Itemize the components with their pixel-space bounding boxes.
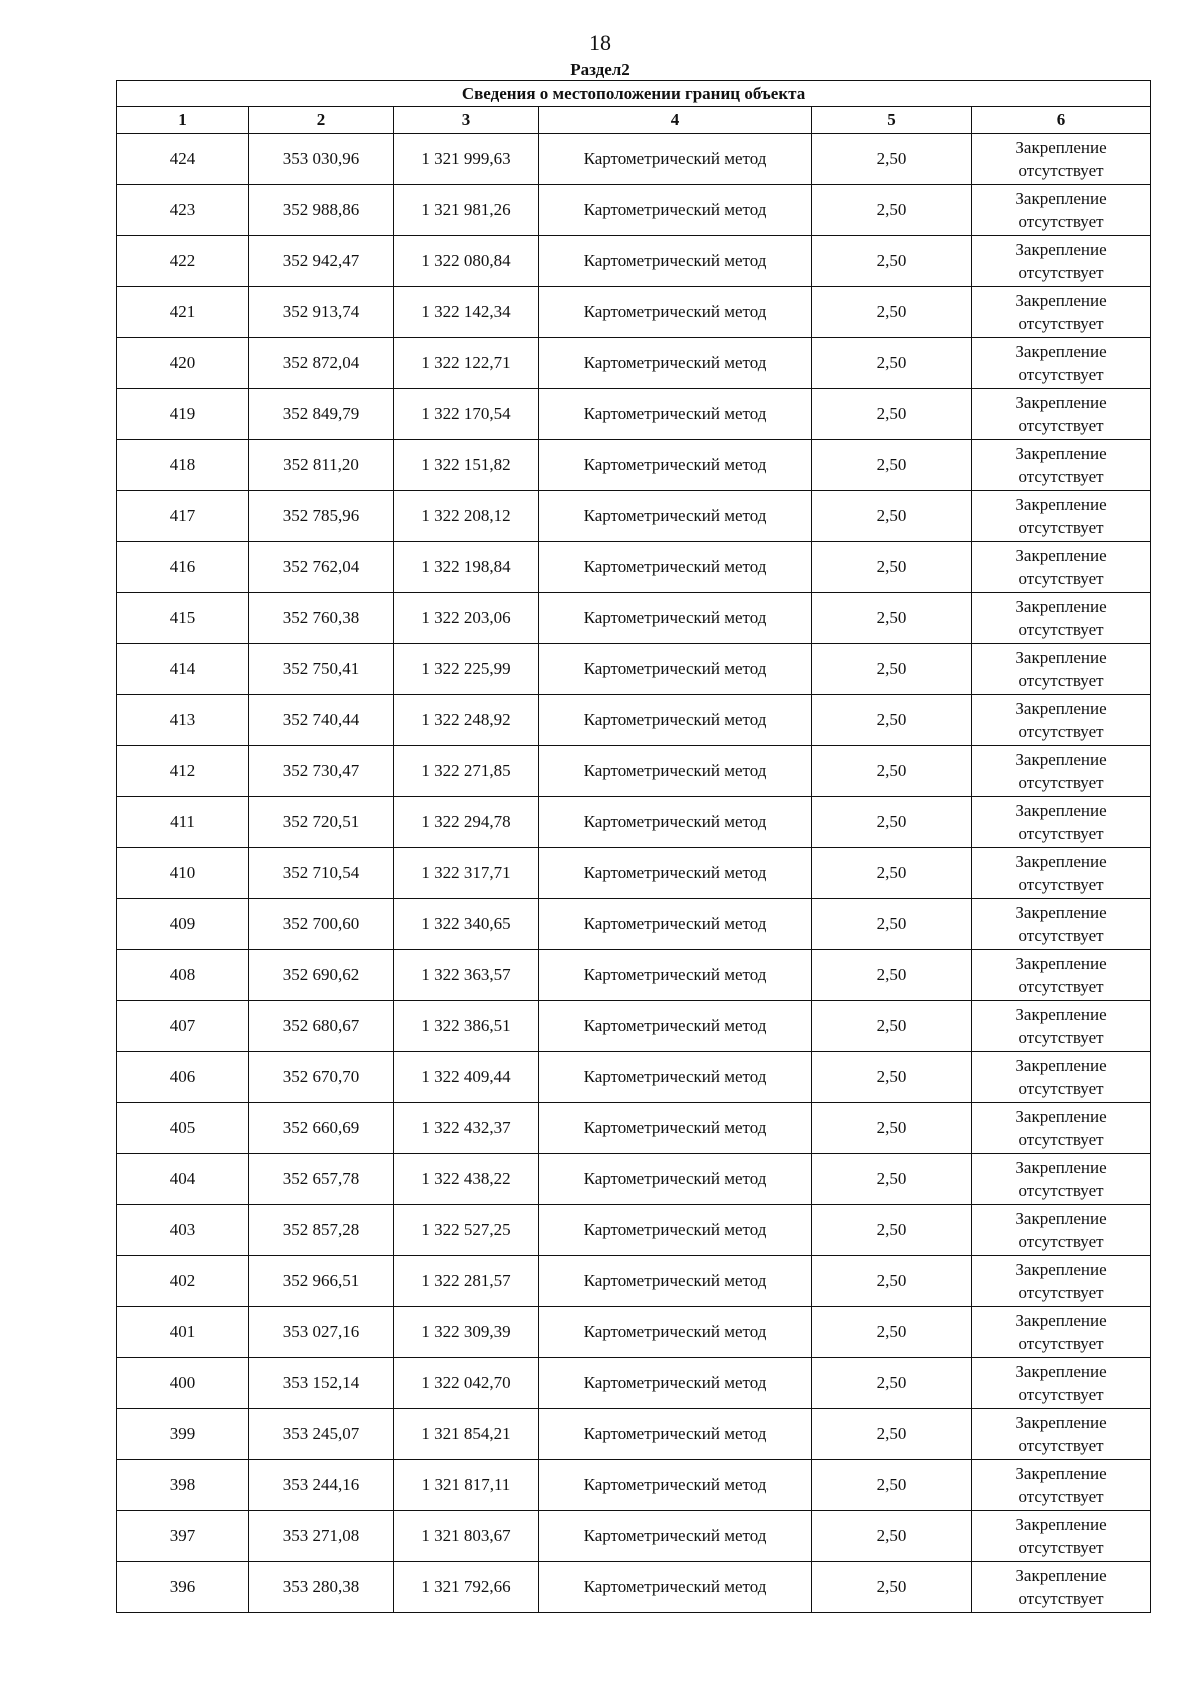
fixation-status-cell	[972, 1358, 1151, 1409]
point-number-cell: 416	[117, 542, 249, 593]
fixation-status-cell	[972, 1256, 1151, 1307]
fixation-status-text: Закрепление	[1015, 189, 1107, 208]
method-cell: Картометрический метод	[539, 1205, 812, 1256]
fixation-status-cell	[972, 287, 1151, 338]
point-number-cell: 421	[117, 287, 249, 338]
accuracy-cell: 2,50	[812, 491, 972, 542]
fixation-status-text: Закрепление	[1015, 1311, 1107, 1330]
point-number-cell: 417	[117, 491, 249, 542]
x-coordinate-cell: 352 750,41	[249, 644, 394, 695]
fixation-status-text: отсутствует	[1018, 467, 1104, 486]
x-coordinate-cell: 353 152,14	[249, 1358, 394, 1409]
method-cell: Картометрический метод	[539, 491, 812, 542]
fixation-status-text: Закрепление	[1015, 1158, 1107, 1177]
y-coordinate-cell: 1 322 281,57	[394, 1256, 539, 1307]
accuracy-cell: 2,50	[812, 389, 972, 440]
accuracy-cell: 2,50	[812, 338, 972, 389]
point-number-cell: 402	[117, 1256, 249, 1307]
fixation-status-text: Закрепление	[1015, 1260, 1107, 1279]
fixation-status-text: Закрепление	[1015, 1107, 1107, 1126]
y-coordinate-cell: 1 322 080,84	[394, 236, 539, 287]
x-coordinate-cell: 353 280,38	[249, 1562, 394, 1613]
point-number-cell: 422	[117, 236, 249, 287]
fixation-status-text: Закрепление	[1015, 495, 1107, 514]
y-coordinate-cell: 1 322 142,34	[394, 287, 539, 338]
accuracy-cell: 2,50	[812, 1256, 972, 1307]
table-row	[117, 185, 1151, 236]
x-coordinate-cell: 352 785,96	[249, 491, 394, 542]
method-cell: Картометрический метод	[539, 1562, 812, 1613]
y-coordinate-cell: 1 322 527,25	[394, 1205, 539, 1256]
header-col-4: 4	[539, 107, 812, 134]
fixation-status-cell	[972, 1103, 1151, 1154]
point-number-cell: 413	[117, 695, 249, 746]
fixation-status-cell	[972, 848, 1151, 899]
accuracy-cell: 2,50	[812, 185, 972, 236]
y-coordinate-cell: 1 322 294,78	[394, 797, 539, 848]
x-coordinate-cell: 352 670,70	[249, 1052, 394, 1103]
fixation-status-cell	[972, 338, 1151, 389]
boundary-table	[116, 80, 1151, 1613]
y-coordinate-cell: 1 322 340,65	[394, 899, 539, 950]
fixation-status-text: отсутствует	[1018, 875, 1104, 894]
fixation-status-cell	[972, 950, 1151, 1001]
table-row	[117, 542, 1151, 593]
y-coordinate-cell: 1 322 271,85	[394, 746, 539, 797]
fixation-status-cell	[972, 1052, 1151, 1103]
table-row	[117, 1256, 1151, 1307]
fixation-status-text: Закрепление	[1015, 393, 1107, 412]
header-col-5: 5	[812, 107, 972, 134]
fixation-status-text: отсутствует	[1018, 314, 1104, 333]
method-cell: Картометрический метод	[539, 1307, 812, 1358]
fixation-status-text: отсутствует	[1018, 1589, 1104, 1608]
fixation-status-text: Закрепление	[1015, 1056, 1107, 1075]
fixation-status-cell	[972, 185, 1151, 236]
point-number-cell: 396	[117, 1562, 249, 1613]
method-cell: Картометрический метод	[539, 440, 812, 491]
y-coordinate-cell: 1 322 309,39	[394, 1307, 539, 1358]
method-cell: Картометрический метод	[539, 1358, 812, 1409]
page-number: 18	[589, 30, 611, 55]
method-cell: Картометрический метод	[539, 185, 812, 236]
table-row	[117, 1103, 1151, 1154]
method-cell: Картометрический метод	[539, 1409, 812, 1460]
accuracy-cell: 2,50	[812, 1001, 972, 1052]
section-title: Раздел2	[570, 60, 630, 79]
accuracy-cell: 2,50	[812, 1358, 972, 1409]
y-coordinate-cell: 1 322 317,71	[394, 848, 539, 899]
method-cell: Картометрический метод	[539, 593, 812, 644]
table-caption-row	[117, 81, 1151, 107]
table-row	[117, 440, 1151, 491]
method-cell: Картометрический метод	[539, 542, 812, 593]
fixation-status-text: отсутствует	[1018, 722, 1104, 741]
y-coordinate-cell: 1 322 208,12	[394, 491, 539, 542]
accuracy-cell: 2,50	[812, 1052, 972, 1103]
point-number-cell: 419	[117, 389, 249, 440]
accuracy-cell: 2,50	[812, 1103, 972, 1154]
accuracy-cell: 2,50	[812, 1562, 972, 1613]
accuracy-cell: 2,50	[812, 1154, 972, 1205]
method-cell: Картометрический метод	[539, 389, 812, 440]
fixation-status-text: Закрепление	[1015, 954, 1107, 973]
fixation-status-text: отсутствует	[1018, 1487, 1104, 1506]
fixation-status-cell	[972, 593, 1151, 644]
table-row	[117, 1562, 1151, 1613]
x-coordinate-cell: 352 680,67	[249, 1001, 394, 1052]
fixation-status-text: отсутствует	[1018, 161, 1104, 180]
table-row	[117, 389, 1151, 440]
y-coordinate-cell: 1 322 198,84	[394, 542, 539, 593]
y-coordinate-cell: 1 321 792,66	[394, 1562, 539, 1613]
table-row	[117, 338, 1151, 389]
table-row	[117, 644, 1151, 695]
point-number-cell: 415	[117, 593, 249, 644]
method-cell: Картометрический метод	[539, 287, 812, 338]
fixation-status-text: Закрепление	[1015, 903, 1107, 922]
x-coordinate-cell: 353 245,07	[249, 1409, 394, 1460]
point-number-cell: 399	[117, 1409, 249, 1460]
point-number-cell: 408	[117, 950, 249, 1001]
fixation-status-text: отсутствует	[1018, 824, 1104, 843]
y-coordinate-cell: 1 322 203,06	[394, 593, 539, 644]
table-row	[117, 1511, 1151, 1562]
x-coordinate-cell: 352 690,62	[249, 950, 394, 1001]
header-col-3: 3	[394, 107, 539, 134]
point-number-cell: 412	[117, 746, 249, 797]
table-row	[117, 1205, 1151, 1256]
header-col-6: 6	[972, 107, 1151, 134]
x-coordinate-cell: 353 030,96	[249, 134, 394, 185]
point-number-cell: 397	[117, 1511, 249, 1562]
method-cell: Картометрический метод	[539, 797, 812, 848]
x-coordinate-cell: 352 988,86	[249, 185, 394, 236]
fixation-status-cell	[972, 1154, 1151, 1205]
x-coordinate-cell: 352 760,38	[249, 593, 394, 644]
fixation-status-text: Закрепление	[1015, 546, 1107, 565]
accuracy-cell: 2,50	[812, 287, 972, 338]
x-coordinate-cell: 352 720,51	[249, 797, 394, 848]
accuracy-cell: 2,50	[812, 1409, 972, 1460]
fixation-status-cell	[972, 695, 1151, 746]
fixation-status-text: Закрепление	[1015, 597, 1107, 616]
method-cell: Картометрический метод	[539, 1154, 812, 1205]
y-coordinate-cell: 1 321 803,67	[394, 1511, 539, 1562]
x-coordinate-cell: 352 966,51	[249, 1256, 394, 1307]
y-coordinate-cell: 1 322 122,71	[394, 338, 539, 389]
method-cell: Картометрический метод	[539, 338, 812, 389]
fixation-status-text: отсутствует	[1018, 1232, 1104, 1251]
accuracy-cell: 2,50	[812, 746, 972, 797]
y-coordinate-cell: 1 322 225,99	[394, 644, 539, 695]
table-row	[117, 287, 1151, 338]
table-row	[117, 1460, 1151, 1511]
fixation-status-text: отсутствует	[1018, 1181, 1104, 1200]
table-header-row	[117, 107, 1151, 134]
y-coordinate-cell: 1 322 438,22	[394, 1154, 539, 1205]
y-coordinate-cell: 1 321 981,26	[394, 185, 539, 236]
fixation-status-text: Закрепление	[1015, 852, 1107, 871]
point-number-cell: 405	[117, 1103, 249, 1154]
fixation-status-text: отсутствует	[1018, 1283, 1104, 1302]
fixation-status-text: отсутствует	[1018, 518, 1104, 537]
point-number-cell: 407	[117, 1001, 249, 1052]
fixation-status-text: отсутствует	[1018, 1028, 1104, 1047]
x-coordinate-cell: 352 849,79	[249, 389, 394, 440]
fixation-status-cell	[972, 1460, 1151, 1511]
accuracy-cell: 2,50	[812, 1205, 972, 1256]
fixation-status-text: отсутствует	[1018, 620, 1104, 639]
y-coordinate-cell: 1 322 409,44	[394, 1052, 539, 1103]
method-cell: Картометрический метод	[539, 848, 812, 899]
fixation-status-cell	[972, 1511, 1151, 1562]
accuracy-cell: 2,50	[812, 695, 972, 746]
fixation-status-cell	[972, 1001, 1151, 1052]
fixation-status-text: Закрепление	[1015, 444, 1107, 463]
fixation-status-cell	[972, 389, 1151, 440]
method-cell: Картометрический метод	[539, 1256, 812, 1307]
method-cell: Картометрический метод	[539, 1052, 812, 1103]
x-coordinate-cell: 353 271,08	[249, 1511, 394, 1562]
fixation-status-cell	[972, 491, 1151, 542]
fixation-status-text: Закрепление	[1015, 1413, 1107, 1432]
x-coordinate-cell: 352 857,28	[249, 1205, 394, 1256]
point-number-cell: 410	[117, 848, 249, 899]
fixation-status-text: Закрепление	[1015, 240, 1107, 259]
fixation-status-text: Закрепление	[1015, 1464, 1107, 1483]
x-coordinate-cell: 352 762,04	[249, 542, 394, 593]
x-coordinate-cell: 353 027,16	[249, 1307, 394, 1358]
fixation-status-text: Закрепление	[1015, 138, 1107, 157]
y-coordinate-cell: 1 322 432,37	[394, 1103, 539, 1154]
fixation-status-cell	[972, 644, 1151, 695]
fixation-status-cell	[972, 797, 1151, 848]
y-coordinate-cell: 1 321 817,11	[394, 1460, 539, 1511]
fixation-status-cell	[972, 1562, 1151, 1613]
accuracy-cell: 2,50	[812, 440, 972, 491]
fixation-status-text: отсутствует	[1018, 1079, 1104, 1098]
y-coordinate-cell: 1 322 363,57	[394, 950, 539, 1001]
fixation-status-text: Закрепление	[1015, 1209, 1107, 1228]
fixation-status-text: отсутствует	[1018, 212, 1104, 231]
fixation-status-text: отсутствует	[1018, 569, 1104, 588]
table-row	[117, 593, 1151, 644]
fixation-status-text: отсутствует	[1018, 1436, 1104, 1455]
fixation-status-cell	[972, 1307, 1151, 1358]
x-coordinate-cell: 352 730,47	[249, 746, 394, 797]
point-number-cell: 406	[117, 1052, 249, 1103]
accuracy-cell: 2,50	[812, 797, 972, 848]
fixation-status-text: отсутствует	[1018, 365, 1104, 384]
accuracy-cell: 2,50	[812, 1307, 972, 1358]
header-col-2: 2	[249, 107, 394, 134]
table-row	[117, 950, 1151, 1001]
x-coordinate-cell: 352 657,78	[249, 1154, 394, 1205]
table-row	[117, 134, 1151, 185]
y-coordinate-cell: 1 322 386,51	[394, 1001, 539, 1052]
fixation-status-text: Закрепление	[1015, 801, 1107, 820]
table-caption: Сведения о местоположении границ объекта	[117, 81, 1151, 107]
y-coordinate-cell: 1 322 151,82	[394, 440, 539, 491]
point-number-cell: 411	[117, 797, 249, 848]
fixation-status-text: отсутствует	[1018, 1130, 1104, 1149]
fixation-status-text: отсутствует	[1018, 263, 1104, 282]
fixation-status-text: Закрепление	[1015, 291, 1107, 310]
method-cell: Картометрический метод	[539, 644, 812, 695]
method-cell: Картометрический метод	[539, 134, 812, 185]
table-row	[117, 797, 1151, 848]
y-coordinate-cell: 1 321 999,63	[394, 134, 539, 185]
accuracy-cell: 2,50	[812, 593, 972, 644]
fixation-status-text: Закрепление	[1015, 648, 1107, 667]
fixation-status-cell	[972, 542, 1151, 593]
table-row	[117, 1052, 1151, 1103]
fixation-status-cell	[972, 440, 1151, 491]
accuracy-cell: 2,50	[812, 1511, 972, 1562]
accuracy-cell: 2,50	[812, 236, 972, 287]
table-row	[117, 848, 1151, 899]
fixation-status-text: отсутствует	[1018, 1334, 1104, 1353]
fixation-status-text: отсутствует	[1018, 773, 1104, 792]
table-row	[117, 746, 1151, 797]
method-cell: Картометрический метод	[539, 695, 812, 746]
x-coordinate-cell: 352 872,04	[249, 338, 394, 389]
fixation-status-cell	[972, 236, 1151, 287]
method-cell: Картометрический метод	[539, 950, 812, 1001]
accuracy-cell: 2,50	[812, 644, 972, 695]
x-coordinate-cell: 352 811,20	[249, 440, 394, 491]
x-coordinate-cell: 352 700,60	[249, 899, 394, 950]
fixation-status-text: Закрепление	[1015, 750, 1107, 769]
table-row	[117, 236, 1151, 287]
accuracy-cell: 2,50	[812, 848, 972, 899]
point-number-cell: 409	[117, 899, 249, 950]
x-coordinate-cell: 353 244,16	[249, 1460, 394, 1511]
table-row	[117, 1307, 1151, 1358]
accuracy-cell: 2,50	[812, 134, 972, 185]
point-number-cell: 404	[117, 1154, 249, 1205]
method-cell: Картометрический метод	[539, 899, 812, 950]
fixation-status-cell	[972, 1409, 1151, 1460]
fixation-status-text: Закрепление	[1015, 342, 1107, 361]
table-row	[117, 1358, 1151, 1409]
fixation-status-cell	[972, 1205, 1151, 1256]
table-row	[117, 695, 1151, 746]
table-row	[117, 899, 1151, 950]
fixation-status-text: отсутствует	[1018, 416, 1104, 435]
table-row	[117, 1409, 1151, 1460]
point-number-cell: 398	[117, 1460, 249, 1511]
x-coordinate-cell: 352 740,44	[249, 695, 394, 746]
fixation-status-text: отсутствует	[1018, 1385, 1104, 1404]
fixation-status-text: отсутствует	[1018, 977, 1104, 996]
point-number-cell: 401	[117, 1307, 249, 1358]
point-number-cell: 420	[117, 338, 249, 389]
table-row	[117, 1001, 1151, 1052]
method-cell: Картометрический метод	[539, 236, 812, 287]
fixation-status-text: отсутствует	[1018, 671, 1104, 690]
fixation-status-text: Закрепление	[1015, 1515, 1107, 1534]
fixation-status-cell	[972, 134, 1151, 185]
point-number-cell: 403	[117, 1205, 249, 1256]
header-col-1: 1	[117, 107, 249, 134]
table-row	[117, 1154, 1151, 1205]
y-coordinate-cell: 1 322 170,54	[394, 389, 539, 440]
fixation-status-text: Закрепление	[1015, 1362, 1107, 1381]
fixation-status-text: отсутствует	[1018, 926, 1104, 945]
fixation-status-cell	[972, 899, 1151, 950]
accuracy-cell: 2,50	[812, 542, 972, 593]
fixation-status-text: Закрепление	[1015, 1566, 1107, 1585]
point-number-cell: 414	[117, 644, 249, 695]
table-row	[117, 491, 1151, 542]
point-number-cell: 423	[117, 185, 249, 236]
y-coordinate-cell: 1 322 042,70	[394, 1358, 539, 1409]
x-coordinate-cell: 352 913,74	[249, 287, 394, 338]
x-coordinate-cell: 352 710,54	[249, 848, 394, 899]
y-coordinate-cell: 1 321 854,21	[394, 1409, 539, 1460]
point-number-cell: 424	[117, 134, 249, 185]
accuracy-cell: 2,50	[812, 899, 972, 950]
method-cell: Картометрический метод	[539, 1001, 812, 1052]
accuracy-cell: 2,50	[812, 1460, 972, 1511]
method-cell: Картометрический метод	[539, 1511, 812, 1562]
method-cell: Картометрический метод	[539, 746, 812, 797]
method-cell: Картометрический метод	[539, 1460, 812, 1511]
fixation-status-cell	[972, 746, 1151, 797]
x-coordinate-cell: 352 942,47	[249, 236, 394, 287]
fixation-status-text: отсутствует	[1018, 1538, 1104, 1557]
point-number-cell: 400	[117, 1358, 249, 1409]
fixation-status-text: Закрепление	[1015, 1005, 1107, 1024]
fixation-status-text: Закрепление	[1015, 699, 1107, 718]
x-coordinate-cell: 352 660,69	[249, 1103, 394, 1154]
method-cell: Картометрический метод	[539, 1103, 812, 1154]
point-number-cell: 418	[117, 440, 249, 491]
accuracy-cell: 2,50	[812, 950, 972, 1001]
y-coordinate-cell: 1 322 248,92	[394, 695, 539, 746]
